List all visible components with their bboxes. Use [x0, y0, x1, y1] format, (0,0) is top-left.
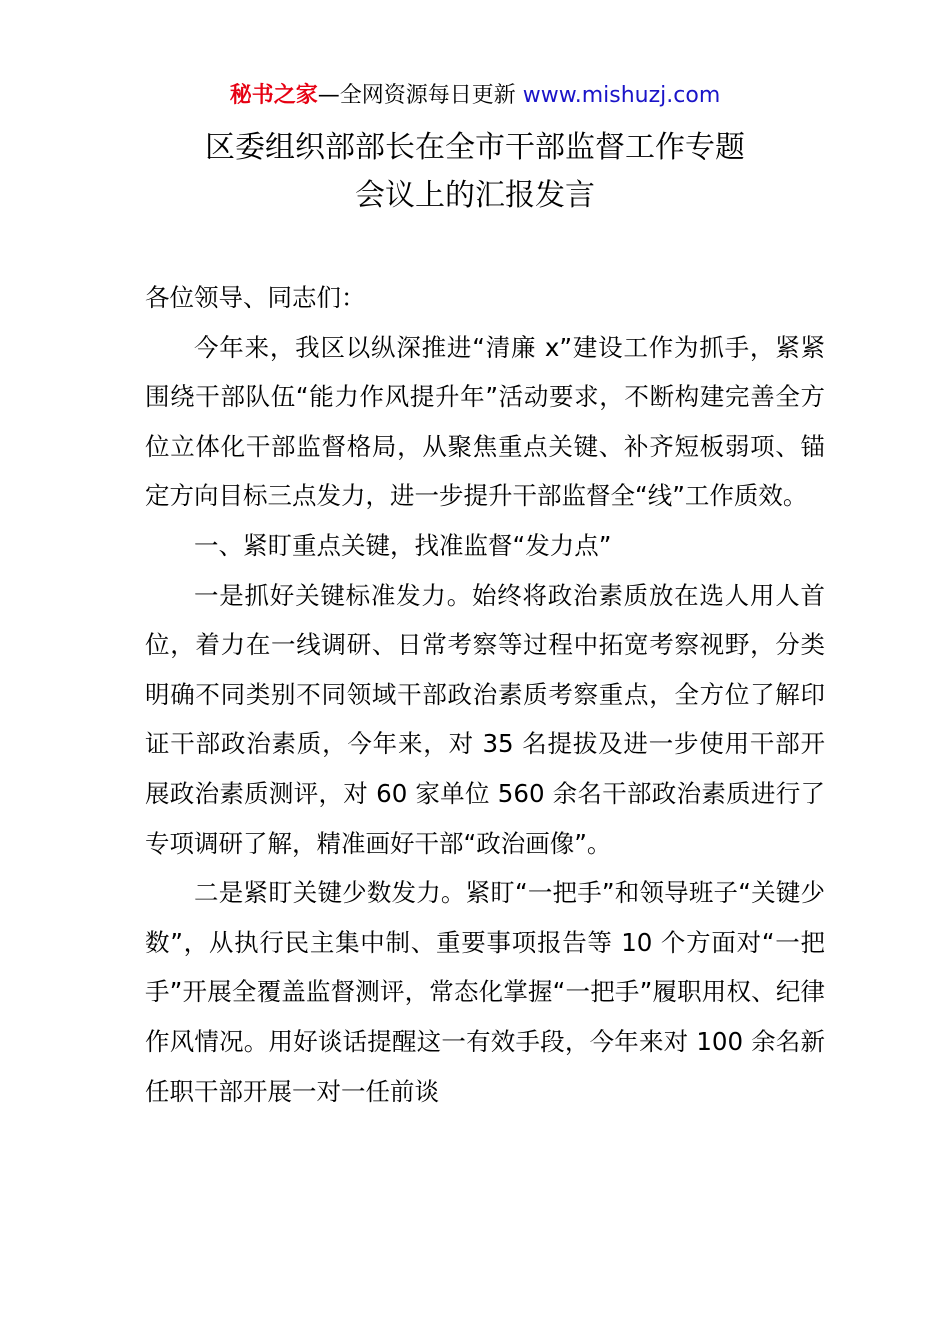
- section-heading-1: 一、紧盯重点关键，找准监督“发力点”: [194, 530, 612, 560]
- salutation: 各位领导、同志们：: [145, 283, 366, 312]
- site-brand: 秘书之家: [229, 83, 318, 108]
- paragraph-intro: 今年来，我区以纵深推进“清廉 x”建设工作为抓手，紧紧围绕干部队伍“能力作风提升年”活动要求，不断构建完善全方位立体化干部监督格局，从聚焦重点关键、补齐短板弱项、锚定方向目标三点发力，进一步提升干部监督全“线”工作质效。: [145, 332, 825, 511]
- document-title-line-1: 区委组织部部长在全市干部监督工作专题: [205, 130, 745, 165]
- site-header: [0, 80, 950, 112]
- site-url-link[interactable]: www.mishuzj.com: [522, 83, 721, 108]
- site-tagline: —全网资源每日更新: [317, 83, 523, 108]
- paragraph-point-2: 二是紧盯关键少数发力。紧盯“一把手”和领导班子“关键少数”，从执行民主集中制、重要事项报告等 10 个方面对“一把手”开展全覆盖监督测评，常态化掌握“一把手”履职用权、纪律作风情况。用好谈话提醒这一有效手段，今年来对 100 余名新任职干部开展一对一任前谈: [145, 878, 825, 1106]
- paragraph-point-1: 一是抓好关键标准发力。始终将政治素质放在选人用人首位，着力在一线调研、日常考察等过程中拓宽考察视野，分类明确不同类别不同领域干部政治素质考察重点，全方位了解印证干部政治素质，今年来，对 35 名提拔及进一步使用干部开展政治素质测评，对 60 家单位 560 余名干部政治素质进行了专项调研了解，精准画好干部“政治画像”。: [145, 580, 825, 858]
- document-body: [145, 273, 825, 1116]
- document-title-line-2: 会议上的汇报发言: [355, 178, 595, 213]
